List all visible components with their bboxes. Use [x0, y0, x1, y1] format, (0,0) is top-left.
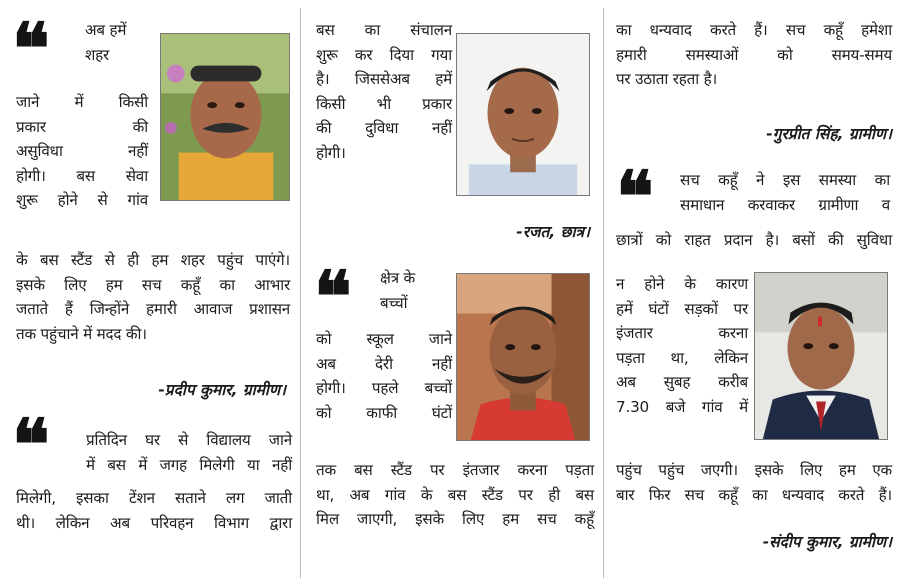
quote-sandeep-line [616, 228, 892, 253]
text-line: होगी। [316, 143, 346, 162]
text-line: की दुविधा नहीं [316, 119, 452, 137]
text-line: मिलेगी, इसका टेंशन सताने लग जाती [16, 489, 292, 507]
text-line: में बस में जगह मिलेगी या नहीं [86, 455, 292, 474]
text-line: पर उठाता रहता है। [616, 70, 718, 88]
text-line: बार फिर सच कहूँ का धन्यवाद करते हैं। [616, 485, 892, 504]
text-line: प्रतिदिन घर से विद्यालय जाने [86, 431, 292, 449]
text-line: अब हमें [85, 21, 127, 39]
column-1 [0, 0, 292, 586]
text-line: असुविधा नहीं [16, 142, 148, 160]
text-line: बच्चों [380, 293, 408, 312]
text-line: अब देरी नहीं [316, 354, 452, 373]
quote-villager-intro [380, 266, 456, 315]
text-line: इंजतार करना [616, 324, 748, 342]
column-divider [603, 8, 604, 578]
text-line: इसके लिए हम सच कहूँ का आभार [16, 275, 290, 294]
text-line: शहर [85, 45, 110, 64]
column-divider [300, 8, 301, 578]
text-line: हमारी समस्याओं को समय-समय [616, 45, 892, 64]
text-line: को स्कूल जाने [316, 330, 452, 348]
quote-villager-body [316, 327, 452, 425]
text-line: तक पहुंचाने में मदद की। [16, 324, 147, 343]
text-line: जाने में किसी [16, 93, 148, 111]
quote-pradeep-body [16, 90, 148, 213]
photo-rajat [456, 33, 590, 196]
quote-student-intro [86, 428, 292, 477]
text-line: बस का संचालन [316, 21, 452, 39]
signature-sandeep: -संदीप कुमार, ग्रामीण। [762, 533, 892, 551]
text-line: न होने के कारण [616, 275, 748, 293]
text-line: सच कहूँ ने इस समस्या का [680, 171, 890, 189]
quote-pradeep-continued [16, 248, 290, 346]
text-line: मिल जाएगी, इसके लिए हम सच कहूँ [316, 510, 594, 528]
text-line: था, अब गांव के बस स्टैंड पर ही बस [316, 485, 594, 504]
text-line: होगी। पहले बच्चों [316, 379, 452, 397]
text-line: क्षेत्र के [380, 269, 415, 287]
quote-villager-continued [316, 458, 594, 532]
text-line: जताते हैं जिन्होंने हमारी आवाज प्रशासन [16, 300, 290, 318]
text-line: थी। लेकिन अब परिवहन विभाग द्वारा [16, 513, 292, 532]
text-line: को काफी घंटों [316, 403, 452, 422]
text-line: पड़ता था, लेकिन [616, 348, 748, 367]
text-line: हमें घंटों सड़कों पर [616, 299, 748, 318]
quote-mark-icon: ❝ [12, 7, 44, 90]
quote-mark-icon: ❝ [616, 155, 648, 238]
quote-sandeep-intro [680, 168, 890, 217]
text-line: का धन्यवाद करते हैं। सच कहूँ हमेशा [616, 21, 892, 39]
quote-mark-icon: ❝ [314, 255, 346, 338]
text-line: शुरू कर दिया गया [316, 45, 452, 64]
text-line: तक बस स्टैंड पर इंतजार करना पड़ता [316, 461, 594, 479]
quote-student-body [16, 486, 292, 535]
text-line: छात्रों को राहत प्रदान है। बसों की सुविधा [616, 231, 892, 249]
photo-villager [456, 273, 590, 441]
text-line: के बस स्टैंड से ही हम शहर पहुंच पाएंगे। [16, 251, 290, 269]
text-line: पहुंच पहुंच जएगी। इसके लिए हम एक [616, 461, 892, 479]
signature-gurpreet: -गुरप्रीत सिंह, ग्रामीण। [766, 125, 892, 143]
text-line: किसी भी प्रकार [316, 94, 452, 113]
text-line: प्रकार की [16, 117, 148, 136]
text-line: है। जिससेअब हमें [316, 70, 452, 88]
signature-rajat: -रजत, छात्र। [516, 223, 590, 241]
text-line: समाधान करवाकर ग्रामीणा व [680, 195, 890, 214]
column-2 [306, 0, 596, 586]
photo-pradeep-kumar [160, 33, 290, 201]
text-line: होगी। बस सेवा [16, 166, 148, 185]
quote-rajat-body [316, 18, 452, 165]
quote-mark-icon: ❝ [12, 403, 44, 486]
text-line: शुरू होने से गांव [16, 191, 148, 209]
photo-sandeep-kumar [754, 272, 888, 440]
quote-pradeep-intro [85, 18, 155, 67]
quote-sandeep-body [616, 272, 748, 419]
text-line: 7.30 बजे गांव में [616, 397, 748, 416]
quote-sandeep-continued [616, 458, 892, 507]
column-3 [610, 0, 900, 586]
text-line: अब सुबह करीब [616, 373, 748, 391]
signature-pradeep: -प्रदीप कुमार, ग्रामीण। [158, 381, 286, 399]
quote-gurpreet-body [616, 18, 892, 92]
